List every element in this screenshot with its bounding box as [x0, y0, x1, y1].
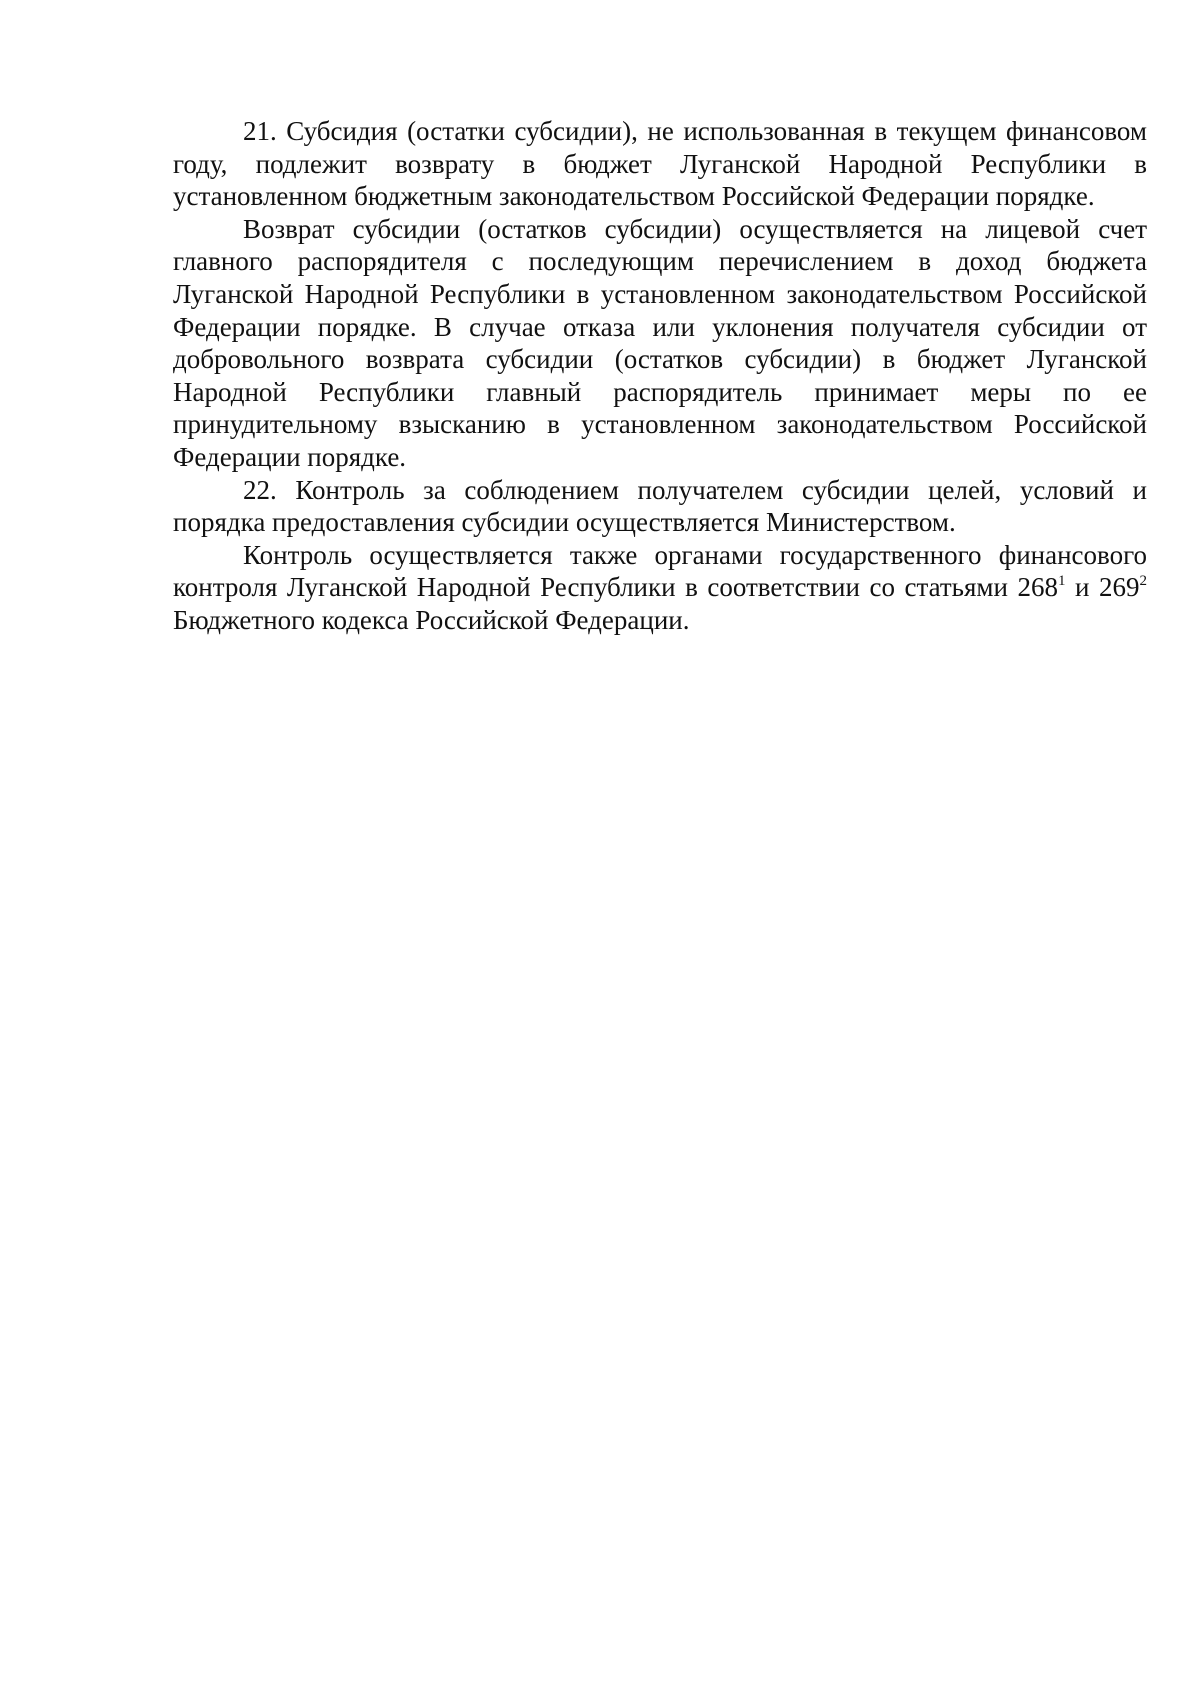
document-body [173, 115, 1147, 637]
control-text-part1: Контроль осуществляется также органами государственного финансового контроля Луганской Народной Республики в соответствии со статьями 268 [173, 539, 1147, 603]
article-268-superscript: 1 [1057, 573, 1066, 590]
control-text-part2: и 269 [1065, 572, 1140, 603]
paragraph-21: 21. Субсидия (остатки субсидии), не использованная в текущем финансовом году, подлежит возврату в бюджет Луганской Народной Республики в установленном бюджетным законодательством Российской Федерации порядке. [173, 116, 1147, 212]
control-text-part3: Бюджетного кодекса Российской Федерации. [173, 604, 690, 635]
article-269-superscript: 2 [1139, 573, 1147, 590]
paragraph-22: 22. Контроль за соблюдением получателем субсидии целей, условий и порядка предоставления субсидии осуществляется Министерством. [173, 474, 1147, 538]
paragraph-financial-control [173, 539, 1147, 637]
paragraph-subsidy-return: Возврат субсидии (остатков субсидии) осуществляется на лицевой счет главного распорядителя с последующим перечислением в доход бюджета Луганской Народной Республики в установленном законодательством Российской Федерации порядке. В случае отказа или уклонения получателя субсидии от добровольного возврата субсидии (остатков субсидии) в бюджет Луганской Народной Республики главный распорядитель принимает меры по ее принудительному взысканию в установленном законодательством Российской Федерации порядке. [173, 213, 1147, 472]
